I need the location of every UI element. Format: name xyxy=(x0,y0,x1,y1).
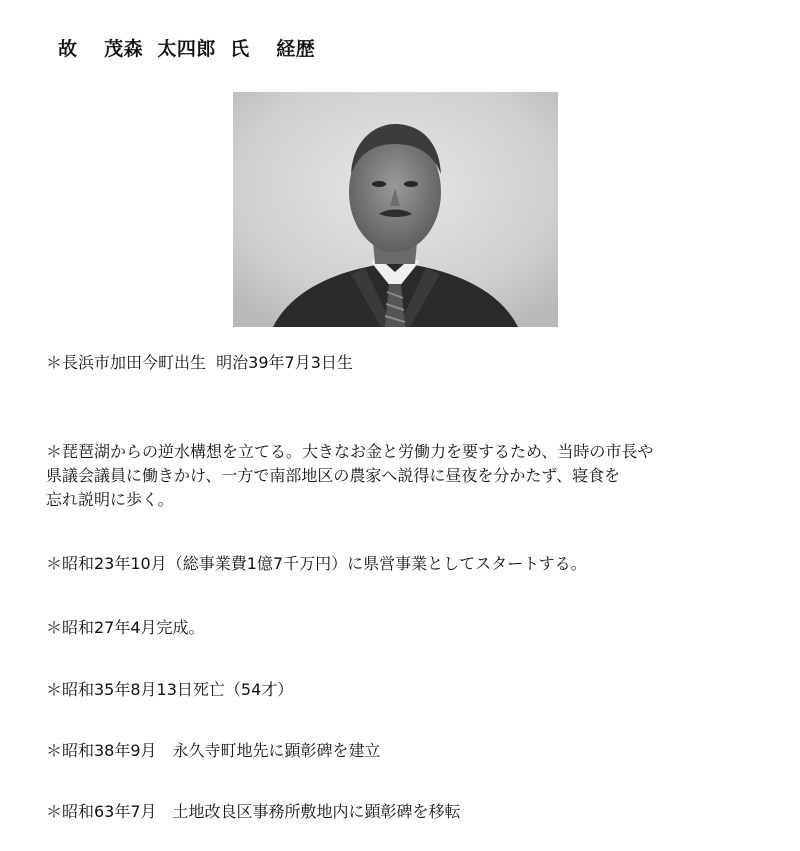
page-title: 故 茂森 太四郎 氏 経歴 xyxy=(58,38,316,60)
career-entry: ＊昭和38年9月 永久寺町地先に顕彰碑を建立 xyxy=(46,741,381,760)
career-entry: ＊琵琶湖からの逆水構想を立てる。大きなお金と労働力を要するため、当時の市長や 県議会議員に働きかけ、一方で南部地区の農家へ説得に昼夜を分かたず、寝食を 忘れ説明に歩く。 xyxy=(46,442,654,509)
career-entry: ＊昭和23年10月（総事業費1億7千万円）に県営事業としてスタートする。 xyxy=(46,554,587,573)
career-entry: ＊長浜市加田今町出生 明治39年7月3日生 xyxy=(46,353,353,372)
career-entry: ＊昭和63年7月 土地改良区事務所敷地内に顕彰碑を移転 xyxy=(46,802,461,821)
career-entry: ＊昭和35年8月13日死亡（54才） xyxy=(46,680,294,699)
portrait-photo-icon xyxy=(233,92,558,327)
career-entry: ＊昭和27年4月完成。 xyxy=(46,618,205,637)
